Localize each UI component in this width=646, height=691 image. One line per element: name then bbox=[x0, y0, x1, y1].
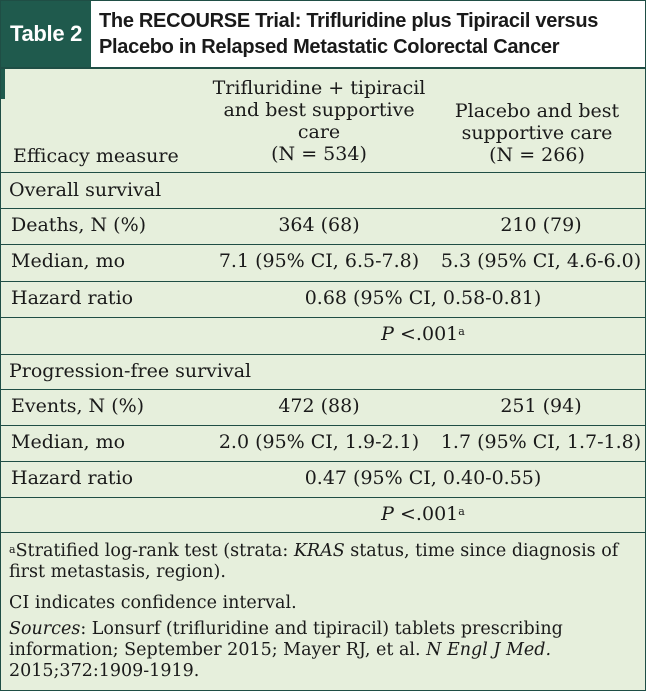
cell-events-placebo: 251 (94) bbox=[500, 395, 582, 417]
cell-os-median-placebo: 5.3 (95% CI, 4.6-6.0) bbox=[440, 250, 642, 272]
row-label-pfs-hazard-ratio: Hazard ratio bbox=[11, 467, 134, 489]
p-letter: P bbox=[381, 323, 394, 345]
sources-label: Sources bbox=[9, 619, 81, 639]
table-title-line-1: The RECOURSE Trial: Trifluridine plus Tipiracil versus bbox=[99, 10, 599, 32]
p-value: <.001 bbox=[400, 323, 459, 345]
col-header-trifluridine bbox=[201, 77, 437, 165]
section-progression-free-survival: Progression-free survival bbox=[9, 360, 252, 382]
footnote-a bbox=[9, 541, 639, 583]
cell-deaths-placebo: 210 (79) bbox=[500, 214, 582, 236]
cell-pfs-p-value bbox=[201, 503, 645, 525]
row-label-os-hazard-ratio: Hazard ratio bbox=[11, 287, 134, 309]
header-rule bbox=[1, 67, 645, 69]
p-letter: P bbox=[381, 503, 394, 525]
col-header-trifluridine-line: Trifluridine + tipiracil bbox=[212, 77, 426, 99]
sources-text: : Lonsurf (trifluridine and tipiracil) tablets prescribing information; September 2015; Mayer RJ, et al. bbox=[9, 619, 563, 660]
cell-deaths-trifluridine: 364 (68) bbox=[278, 214, 360, 236]
col-header-placebo-n: (N = 266) bbox=[489, 144, 585, 166]
row-label-pfs-median: Median, mo bbox=[11, 431, 126, 453]
col-header-trifluridine-n: (N = 534) bbox=[271, 143, 367, 165]
table-header bbox=[1, 1, 645, 67]
table-title-line-2: Placebo in Relapsed Metastatic Colorectal Cancer bbox=[99, 36, 560, 58]
row-divider bbox=[1, 317, 645, 318]
row-label-events: Events, N (%) bbox=[11, 395, 145, 417]
footnote-a-kras: KRAS bbox=[293, 541, 345, 561]
row-divider bbox=[1, 425, 645, 426]
row-divider bbox=[1, 281, 645, 282]
cell-pfs-median-placebo: 1.7 (95% CI, 1.7-1.8) bbox=[440, 431, 642, 453]
sources-text-end: 2015;372:1909-1919. bbox=[9, 661, 200, 681]
row-divider bbox=[1, 354, 645, 355]
cell-os-hazard-ratio: 0.68 (95% CI, 0.58-0.81) bbox=[304, 287, 542, 309]
table-title bbox=[99, 8, 639, 60]
cell-pfs-median-trifluridine: 2.0 (95% CI, 1.9-2.1) bbox=[218, 431, 420, 453]
footnote-marker: a bbox=[458, 505, 465, 518]
footnote-a-text: Stratified log-rank test (strata: bbox=[15, 541, 294, 561]
row-divider bbox=[1, 389, 645, 390]
row-label-deaths: Deaths, N (%) bbox=[11, 214, 147, 236]
footnote-marker: a bbox=[458, 325, 465, 338]
cell-events-trifluridine: 472 (88) bbox=[278, 395, 360, 417]
row-divider bbox=[1, 172, 645, 173]
footnote-sources bbox=[9, 619, 639, 682]
table-bottom-rule bbox=[1, 532, 645, 533]
col-header-placebo-line: supportive care bbox=[461, 122, 613, 144]
row-divider bbox=[1, 497, 645, 498]
row-divider bbox=[1, 461, 645, 462]
row-label-os-median: Median, mo bbox=[11, 250, 126, 272]
col-header-placebo bbox=[437, 100, 637, 166]
p-value: <.001 bbox=[400, 503, 459, 525]
col-header-measure: Efficacy measure bbox=[13, 145, 179, 167]
footnote-a-text-end: status, time since diagnosis of first metastasis, region). bbox=[9, 541, 619, 582]
col-header-placebo-line: Placebo and best bbox=[454, 100, 620, 122]
sources-journal: N Engl J Med. bbox=[426, 640, 552, 660]
cell-os-p-value bbox=[201, 323, 645, 345]
row-divider bbox=[1, 208, 645, 209]
accent-strip bbox=[1, 69, 5, 99]
section-overall-survival: Overall survival bbox=[9, 179, 162, 201]
cell-os-median-trifluridine: 7.1 (95% CI, 6.5-7.8) bbox=[218, 250, 420, 272]
row-divider bbox=[1, 244, 645, 245]
col-header-trifluridine-line: care bbox=[297, 121, 341, 143]
table-number-badge: Table 2 bbox=[1, 1, 91, 67]
col-header-trifluridine-line: and best supportive bbox=[223, 99, 415, 121]
cell-pfs-hazard-ratio: 0.47 (95% CI, 0.40-0.55) bbox=[304, 467, 542, 489]
footnote-ci: CI indicates confidence interval. bbox=[9, 593, 297, 613]
footnote-marker: a bbox=[9, 543, 16, 556]
